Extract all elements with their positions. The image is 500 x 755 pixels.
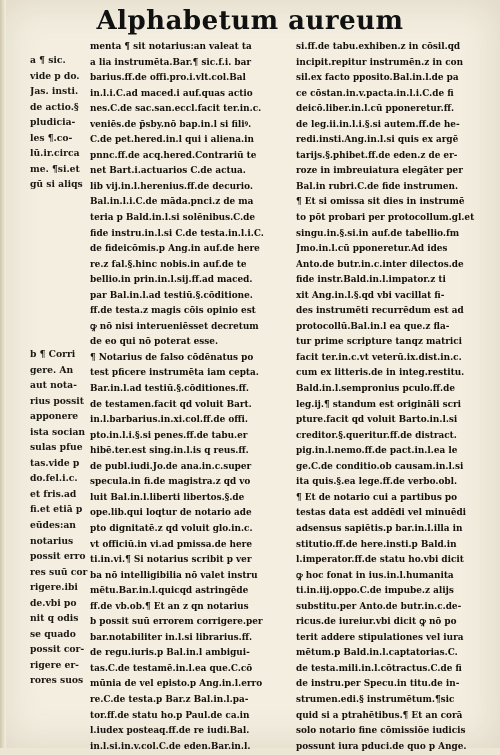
margin-note-line: sulas pfue <box>30 442 83 454</box>
text-line: Anto.de butr.in.c.inter dilectos.de <box>296 259 464 270</box>
text-line: de testa.mili.in.l.cōtractus.C.de fi <box>296 663 462 674</box>
text-line: luit Bal.in.l.liberti libertos.§.de <box>90 492 245 503</box>
text-line: ¶ Et si omissa sit dies in instrumē <box>296 197 465 208</box>
text-line: mētu.Bar.in.l.quicqd astringēde <box>90 586 249 597</box>
text-line: net Bart.i.actuarios C.de actua. <box>90 166 246 177</box>
text-line: des instrumēti recurrēdum est ad <box>296 306 464 317</box>
margin-note-line: res suū cor <box>30 566 88 578</box>
margin-note-line: aut nota- <box>30 380 77 392</box>
text-line: facit ter.in.c.vt veterū.ix.dist.in.c. <box>296 352 462 363</box>
text-line: leg.ij.¶ standum est origināli scri <box>296 399 462 410</box>
text-line: tor.ff.de statu ho.p Paul.de ca.in <box>90 710 250 721</box>
text-line: ꝙ nō nisi interueniēsset decretum <box>90 321 259 332</box>
running-head: Alphabetum aureum <box>96 6 404 36</box>
margin-note-line: tas.vide p <box>30 457 80 469</box>
text-line: barius.ff.de offi.pro.i.vlt.col.Bal <box>90 73 246 84</box>
margin-note-line: apponere <box>30 411 79 423</box>
text-line: l.iudex posteaq.ff.de re iudi.Bal. <box>90 726 250 737</box>
text-line: de leg.ii.in.l.i.§.si autem.ff.de he- <box>296 119 460 130</box>
text-line: ope.lib.qui loqtur de notario ade <box>90 508 252 519</box>
margin-note-line: notarius <box>30 535 74 547</box>
text-line: solo notario fine cōmissiōe iudicis <box>296 726 466 737</box>
margin-note-line: vide p do. <box>30 70 80 82</box>
text-line: in.l.i.C.ad maced.i auf.quas actio <box>90 88 253 99</box>
text-line: ff.de testa.z magis cōis opinio est <box>90 306 256 317</box>
text-line: mētum.p Bald.in.l.captatorias.C. <box>296 648 458 659</box>
margin-note-line: rores suos <box>30 675 84 687</box>
margin-note-line: ista socian <box>30 426 86 438</box>
text-line: sil.ex facto pposito.Bal.in.l.de pa <box>296 73 459 84</box>
margin-note-line: lū.ir.circa <box>30 148 80 160</box>
text-line: pig.in.l.nemo.ff.de pact.in.l.ea le <box>296 446 458 457</box>
margin-note-line: gere. An <box>30 364 74 376</box>
text-line: tas.C.de testamē.in.l.ea que.C.cō <box>90 663 253 674</box>
text-line: re.C.de testa.p Bar.z Bal.in.l.pa- <box>90 694 249 705</box>
text-line: creditor.§.queritur.ff.de distract. <box>296 430 457 441</box>
text-line: testas data est addēdi vel minuēdi <box>296 508 467 519</box>
text-line: in.l.si.in.v.col.C.de eden.Bar.in.l. <box>90 741 251 752</box>
text-line: test pficere instrumēta iam cepta. <box>90 368 259 379</box>
text-line: menta ¶ sit notarius:an valeat ta <box>90 42 252 52</box>
margin-note-line: gū si aliqs <box>30 179 83 191</box>
text-line: specula.in fi.de magistra.z qd vo <box>90 477 251 488</box>
text-line: bellio.in prin.in.l.sij.ff.ad maced. <box>90 275 253 286</box>
text-line: adsensus sapiētis.p bar.in.l.illa in <box>296 523 463 534</box>
text-line: Bal.in rubri.C.de fide instrumen. <box>296 181 459 192</box>
text-line: l.imperator.ff.de statu ho.vbi dicit <box>296 555 464 566</box>
text-line: Bald.in.l.sempronius pculo.ff.de <box>296 384 456 395</box>
text-line: stitutio.ff.de here.insti.p Bald.in <box>296 539 457 550</box>
text-line: veniēs.de p̄sby.nō bap.in.l si filiꝰ. <box>90 119 252 130</box>
text-line: C.de pet.hered.in.l qui i aliena.in <box>90 135 254 146</box>
text-line: pnnc.ff.de acq.hered.Contrariū te <box>90 150 257 161</box>
text-line: terit addere stipulationes vel iura <box>296 632 464 643</box>
right-text-column <box>296 40 488 755</box>
margin-notes-top <box>30 54 88 194</box>
margin-note-line: possit erro <box>30 551 86 563</box>
text-line: Jmo.in.l.cū pponeretur.Ad ides <box>296 244 448 255</box>
text-line: ti.in.vi.¶ Si notarius scribit p ver <box>90 555 252 566</box>
margin-notes-middle <box>30 348 88 690</box>
margin-note-line: se quado <box>30 628 76 640</box>
text-line: de publ.iudi.Jo.de ana.in.c.super <box>90 461 252 472</box>
text-line: de testamen.facit qd voluit Bart. <box>90 399 252 410</box>
text-line: par Bal.in.l.ad testiū.§.cōditione. <box>90 290 253 301</box>
margin-note-line: et fris.ad <box>30 488 77 500</box>
margin-note-line: rigere.ibi <box>30 582 78 594</box>
text-line: Bar.in.l.ad testiū.§.cōditiones.ff. <box>90 384 249 395</box>
text-line: b possit suū errorem corrigere.per <box>90 617 263 628</box>
text-line: quid si a ptrahētibus.¶ Et an corā <box>296 710 463 721</box>
text-line: ba nō intelligibilia nō valet instru <box>90 570 258 581</box>
text-line: possunt iura pduci.de quo p Ange. <box>296 741 467 752</box>
text-line: fide instr.Bald.in.l.impator.z ti <box>296 275 446 286</box>
margin-note-line: a ¶ sic. <box>30 55 66 66</box>
margin-note-line: b ¶ Corri <box>30 349 76 360</box>
text-line: deicō.liber.in.l.cū pponeretur.ff. <box>296 104 455 115</box>
page-edge-shadow <box>0 0 6 748</box>
margin-note-line: Jas. insti. <box>30 86 79 98</box>
text-line: mūnia de vel episto.p Ang.in.l.erro <box>90 679 263 690</box>
margin-note-line: possit cor- <box>30 644 85 656</box>
margin-note-line: de.vbi po <box>30 597 77 609</box>
text-line: strumen.edi.§ instrumētum.¶sic <box>296 694 455 705</box>
text-line: si.ff.de tabu.exhiben.z in cōsil.qd <box>296 42 461 52</box>
text-line: ita quis.§.ea lege.ff.de verbo.obl. <box>296 477 458 488</box>
text-line: lib vij.in.l.herenius.ff.de decurio. <box>90 181 253 192</box>
margin-note-line: nit q odis <box>30 613 79 625</box>
text-line: ¶ Notarius de falso cōdēnatus po <box>90 352 254 363</box>
text-line: de instru.per Specu.in titu.de in- <box>296 679 460 690</box>
text-line: tarijs.§.phibet.ff.de eden.z de er- <box>296 150 458 161</box>
text-line: bar.notabiliter in.l.si librarius.ff. <box>90 632 253 643</box>
text-line: de fideicōmis.p Ang.in auf.de here <box>90 244 260 255</box>
margin-note-line: me. ¶si.et <box>30 163 80 175</box>
left-text-column <box>90 40 288 755</box>
text-line: protocollū.Bal.in.l ea que.z fla- <box>296 321 450 332</box>
text-line: re.z fal.§.hinc nobis.in auf.de te <box>90 259 247 270</box>
text-line: redi.insti.Ang.in.l.si quis ex argē <box>296 135 459 146</box>
text-line: ti.in.iij.oppo.C.de impube.z alijs <box>296 586 454 597</box>
text-line: nes.C.de sac.san.eccl.facit ter.in.c. <box>90 104 262 115</box>
text-line: ce cōstan.in.v.pacta.in.l.i.C.de fi <box>296 88 454 99</box>
text-line: vt officiū.in vi.ad pmissa.de here <box>90 539 252 550</box>
text-line: Bal.in.l.i.C.de māda.pnci.z de ma <box>90 197 254 208</box>
text-line: cum ex litteris.de in integ.restitu. <box>296 368 465 379</box>
text-line: de eo qui nō poterat esse. <box>90 337 219 348</box>
margin-note-line: rigere er- <box>30 659 79 671</box>
text-line: pto dignitatē.z qd voluit glo.in.c. <box>90 523 253 534</box>
margin-note-line: de actio.§ <box>30 101 79 113</box>
text-line: tur prime scripture tanqz matrici <box>296 337 463 348</box>
text-line: de regu.iuris.p Bal.in.l ambigui- <box>90 648 250 659</box>
text-line: fide instru.in.l.si C.de testa.in.l.i.C. <box>90 228 264 239</box>
margin-note-line: fi.et etiā p <box>30 504 83 516</box>
text-line: to pōt probari per protocollum.gl.et <box>296 213 475 224</box>
text-line: teria p Bald.in.l.si solēnibus.C.de <box>90 213 256 224</box>
text-line: in.l.barbarius.in.xi.col.ff.de offi. <box>90 415 248 426</box>
margin-note-line: les ¶.co- <box>30 132 73 144</box>
text-line: pto.in.l.i.§.si penes.ff.de tabu.er <box>90 430 248 441</box>
margin-note-line: do.fel.i.c. <box>30 473 78 485</box>
text-line: pture.facit qd voluit Barto.in.l.si <box>296 415 458 426</box>
text-line: hibē.ter.est sing.in.l.is q reus.ff. <box>90 446 249 457</box>
text-line: ff.de vb.ob.¶ Et an z qn notarius <box>90 601 249 612</box>
text-line: a lia instrumēta.Bar.¶ sic.f.i. bar <box>90 57 252 68</box>
text-line: substitu.per Anto.de butr.in.c.de- <box>296 601 462 612</box>
text-line: incipit.repitur instrumēn.z in con <box>296 57 464 68</box>
text-line: ¶ Et de notario cui a partibus po <box>296 492 458 503</box>
margin-note-line: pludicia- <box>30 117 76 129</box>
text-line: singu.in.§.si.in auf.de tabellio.fm <box>296 228 460 239</box>
text-line: roze in imbreuiatura elegāter per <box>296 166 463 177</box>
margin-note-line: eūdes:an <box>30 520 76 532</box>
margin-note-line: rius possit <box>30 395 85 407</box>
text-line: ge.C.de conditio.ob causam.in.l.si <box>296 461 464 472</box>
text-line: ricus.de iureiur.vbi dicit ꝙ nō po <box>296 617 457 628</box>
text-line: ꝙ hoc fonat in ius.in.l.humanita <box>296 570 454 581</box>
text-line: xit Ang.in.l.§.qd vbi vacillat fi- <box>296 290 445 301</box>
